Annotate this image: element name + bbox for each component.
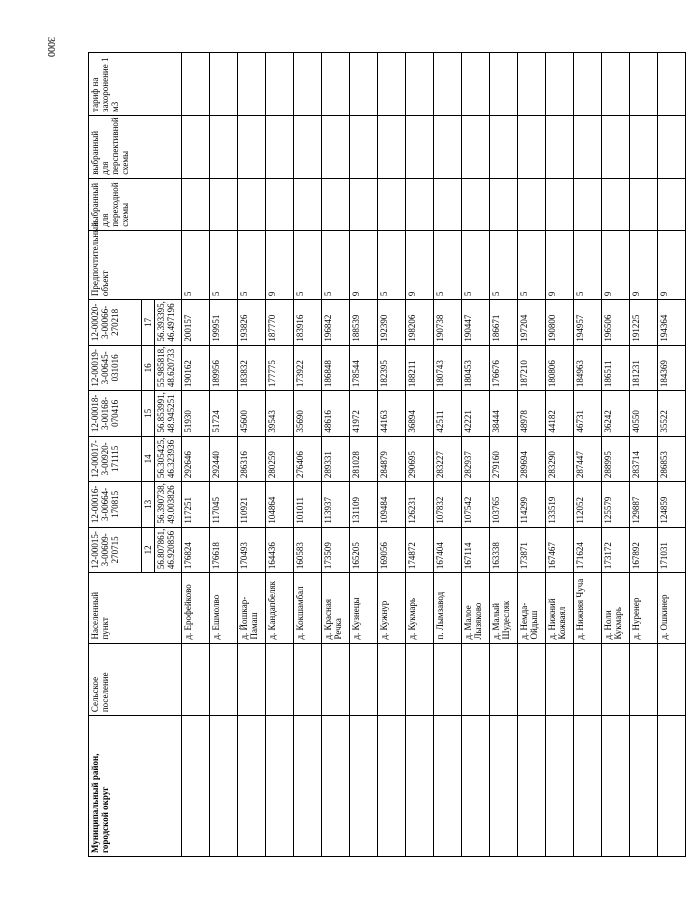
distance-cell: 42221 — [462, 391, 490, 437]
selected-transition-cell — [462, 178, 490, 230]
municipal-cell — [266, 716, 294, 857]
settlement-cell — [434, 643, 462, 716]
municipal-cell — [182, 716, 210, 857]
distance-cell: 181231 — [630, 345, 658, 391]
municipal-cell — [210, 716, 238, 857]
selected-transition-cell — [294, 178, 322, 230]
locality-cell: д. Немда-Ойдыш — [518, 573, 546, 643]
header-coords: 56.853991, 48.945251 — [155, 391, 182, 437]
distance-cell: 167114 — [462, 527, 490, 573]
table-row — [294, 53, 322, 857]
header-object-code: 12-00019-3-00645-031016 — [89, 345, 142, 391]
distance-table — [88, 52, 686, 857]
distance-cell: 171031 — [658, 527, 686, 573]
tariff-cell — [462, 53, 490, 116]
locality-cell: д. Кузнецы — [350, 573, 378, 643]
selected-perspective-cell — [518, 115, 546, 178]
settlement-cell — [238, 643, 266, 716]
distance-cell: 176676 — [490, 345, 518, 391]
table-row — [266, 53, 294, 857]
rotated-table-container — [88, 52, 669, 857]
distance-cell: 35522 — [658, 391, 686, 437]
distance-cell: 167467 — [546, 527, 574, 573]
tariff-cell — [434, 53, 462, 116]
settlement-cell — [574, 643, 602, 716]
distance-cell: 178544 — [350, 345, 378, 391]
table-row — [434, 53, 462, 857]
header-coords: 56.305425, 46.323936 — [155, 436, 182, 482]
selected-perspective-cell — [378, 115, 406, 178]
distance-cell: 187210 — [518, 345, 546, 391]
municipal-cell — [378, 716, 406, 857]
distance-cell: 107542 — [462, 482, 490, 528]
distance-cell: 171624 — [574, 527, 602, 573]
table-row — [574, 53, 602, 857]
header-object-code: 12-00017-3-00920-171115 — [89, 436, 142, 482]
table-header — [89, 53, 182, 857]
header-coords: 56.390738, 49.003826 — [155, 482, 182, 528]
distance-cell: 287447 — [574, 436, 602, 482]
distance-cell: 112052 — [574, 482, 602, 528]
locality-cell: д. Кокшамбал — [294, 573, 322, 643]
municipal-cell — [434, 716, 462, 857]
selected-transition-cell — [182, 178, 210, 230]
distance-cell: 103765 — [490, 482, 518, 528]
distance-cell: 194364 — [658, 300, 686, 346]
distance-cell: 40550 — [630, 391, 658, 437]
table-row — [658, 53, 686, 857]
distance-cell: 117045 — [210, 482, 238, 528]
header-col-number: 15 — [142, 391, 155, 437]
distance-cell: 173509 — [322, 527, 350, 573]
distance-cell: 117251 — [182, 482, 210, 528]
locality-cell: д. Кукмарь — [406, 573, 434, 643]
distance-cell: 182395 — [378, 345, 406, 391]
locality-cell: д. Кужнур — [378, 573, 406, 643]
distance-cell: 173871 — [518, 527, 546, 573]
header-col-number: 16 — [142, 345, 155, 391]
preferred-cell: 9 — [546, 230, 574, 299]
distance-cell: 289694 — [518, 436, 546, 482]
settlement-cell — [658, 643, 686, 716]
locality-cell: д. Ошкинер — [658, 573, 686, 643]
distance-cell: 184963 — [574, 345, 602, 391]
distance-cell: 276406 — [294, 436, 322, 482]
distance-cell: 45600 — [238, 391, 266, 437]
distance-cell: 36242 — [602, 391, 630, 437]
distance-cell: 279160 — [490, 436, 518, 482]
distance-cell: 288995 — [602, 436, 630, 482]
table-row — [602, 53, 630, 857]
municipal-cell — [546, 716, 574, 857]
settlement-cell — [378, 643, 406, 716]
distance-cell: 198206 — [406, 300, 434, 346]
selected-transition-cell — [630, 178, 658, 230]
selected-perspective-cell — [182, 115, 210, 178]
distance-cell: 176824 — [182, 527, 210, 573]
header-coords: 55.985818, 48.620733 — [155, 345, 182, 391]
selected-transition-cell — [238, 178, 266, 230]
distance-cell: 104864 — [266, 482, 294, 528]
municipal-cell — [406, 716, 434, 857]
distance-cell: 46731 — [574, 391, 602, 437]
distance-cell: 186671 — [490, 300, 518, 346]
locality-cell: д. Нуренер — [630, 573, 658, 643]
distance-cell: 187770 — [266, 300, 294, 346]
header-selected-transition: выбранный для переходной схемы — [89, 178, 182, 230]
settlement-cell — [294, 643, 322, 716]
distance-cell: 38444 — [490, 391, 518, 437]
tariff-cell — [322, 53, 350, 116]
tariff-cell — [658, 53, 686, 116]
distance-cell: 190447 — [462, 300, 490, 346]
distance-cell: 125579 — [602, 482, 630, 528]
distance-cell: 191225 — [630, 300, 658, 346]
distance-cell: 286316 — [238, 436, 266, 482]
distance-cell: 131109 — [350, 482, 378, 528]
municipal-cell — [490, 716, 518, 857]
table-row — [490, 53, 518, 857]
distance-cell: 193826 — [238, 300, 266, 346]
preferred-cell: 5 — [518, 230, 546, 299]
selected-transition-cell — [322, 178, 350, 230]
distance-cell: 180743 — [434, 345, 462, 391]
distance-cell: 284879 — [378, 436, 406, 482]
header-col-number: 14 — [142, 436, 155, 482]
selected-perspective-cell — [602, 115, 630, 178]
distance-cell: 283227 — [434, 436, 462, 482]
distance-cell: 289331 — [322, 436, 350, 482]
municipal-cell — [658, 716, 686, 857]
settlement-cell — [630, 643, 658, 716]
tariff-cell — [546, 53, 574, 116]
distance-cell: 290695 — [406, 436, 434, 482]
distance-cell: 114299 — [518, 482, 546, 528]
selected-transition-cell — [602, 178, 630, 230]
distance-cell: 110921 — [238, 482, 266, 528]
header-municipal: Муниципальный район, городской округ — [89, 716, 182, 857]
distance-cell: 169056 — [378, 527, 406, 573]
distance-cell: 48978 — [518, 391, 546, 437]
settlement-cell — [462, 643, 490, 716]
distance-cell: 124859 — [658, 482, 686, 528]
distance-cell: 51724 — [210, 391, 238, 437]
locality-cell: д. Йошкар-Памаш — [238, 573, 266, 643]
table-row — [462, 53, 490, 857]
selected-transition-cell — [350, 178, 378, 230]
settlement-cell — [350, 643, 378, 716]
selected-transition-cell — [490, 178, 518, 230]
header-coords: 56.807861, 46.920856 — [155, 527, 182, 573]
preferred-cell: 5 — [574, 230, 602, 299]
distance-cell: 41972 — [350, 391, 378, 437]
selected-transition-cell — [574, 178, 602, 230]
settlement-cell — [546, 643, 574, 716]
municipal-cell — [462, 716, 490, 857]
selected-transition-cell — [434, 178, 462, 230]
preferred-cell: 5 — [238, 230, 266, 299]
distance-cell: 282937 — [462, 436, 490, 482]
settlement-cell — [490, 643, 518, 716]
preferred-cell: 5 — [210, 230, 238, 299]
distance-cell: 44163 — [378, 391, 406, 437]
settlement-cell — [266, 643, 294, 716]
selected-transition-cell — [518, 178, 546, 230]
selected-transition-cell — [266, 178, 294, 230]
locality-cell: д. Красная Речка — [322, 573, 350, 643]
distance-cell: 174872 — [406, 527, 434, 573]
distance-cell: 180453 — [462, 345, 490, 391]
selected-perspective-cell — [294, 115, 322, 178]
selected-perspective-cell — [238, 115, 266, 178]
tariff-cell — [210, 53, 238, 116]
distance-cell: 197204 — [518, 300, 546, 346]
tariff-cell — [238, 53, 266, 116]
selected-perspective-cell — [574, 115, 602, 178]
table-row — [630, 53, 658, 857]
table-row — [238, 53, 266, 857]
selected-perspective-cell — [266, 115, 294, 178]
distance-cell: 163338 — [490, 527, 518, 573]
municipal-cell — [322, 716, 350, 857]
preferred-cell: 5 — [462, 230, 490, 299]
municipal-cell — [630, 716, 658, 857]
distance-cell: 190162 — [182, 345, 210, 391]
page-number: 3000 — [45, 37, 56, 57]
distance-cell: 36894 — [406, 391, 434, 437]
selected-perspective-cell — [350, 115, 378, 178]
preferred-cell: 5 — [490, 230, 518, 299]
preferred-cell: 9 — [658, 230, 686, 299]
municipal-cell — [294, 716, 322, 857]
selected-perspective-cell — [406, 115, 434, 178]
selected-perspective-cell — [658, 115, 686, 178]
tariff-cell — [602, 53, 630, 116]
table-body — [182, 53, 686, 857]
distance-cell: 133519 — [546, 482, 574, 528]
distance-cell: 44182 — [546, 391, 574, 437]
selected-transition-cell — [210, 178, 238, 230]
header-coords: 56.393395, 46.497196 — [155, 300, 182, 346]
distance-cell: 39543 — [266, 391, 294, 437]
distance-cell: 180806 — [546, 345, 574, 391]
distance-cell: 51930 — [182, 391, 210, 437]
distance-cell: 129887 — [630, 482, 658, 528]
distance-cell: 188211 — [406, 345, 434, 391]
tariff-cell — [294, 53, 322, 116]
preferred-cell: 5 — [378, 230, 406, 299]
distance-cell: 164436 — [266, 527, 294, 573]
locality-cell: д. Нижний Кожваял — [546, 573, 574, 643]
tariff-cell — [378, 53, 406, 116]
header-selected-perspective: выбранный для перспективной схемы — [89, 115, 182, 178]
distance-cell: 186848 — [322, 345, 350, 391]
distance-cell: 101011 — [294, 482, 322, 528]
header-col-number: 17 — [142, 300, 155, 346]
selected-perspective-cell — [210, 115, 238, 178]
distance-cell: 173922 — [294, 345, 322, 391]
distance-cell: 190800 — [546, 300, 574, 346]
municipal-cell — [518, 716, 546, 857]
tariff-cell — [266, 53, 294, 116]
header-locality: Населенный пункт — [89, 573, 182, 643]
distance-cell: 292440 — [210, 436, 238, 482]
distance-cell: 107832 — [434, 482, 462, 528]
table-row — [210, 53, 238, 857]
header-preferred: Предпочтительный объект — [89, 230, 182, 299]
distance-cell: 113937 — [322, 482, 350, 528]
distance-cell: 126231 — [406, 482, 434, 528]
distance-cell: 183916 — [294, 300, 322, 346]
preferred-cell: 9 — [630, 230, 658, 299]
distance-cell: 176618 — [210, 527, 238, 573]
locality-cell: д. Малое Лызяково — [462, 573, 490, 643]
distance-cell: 200157 — [182, 300, 210, 346]
selected-transition-cell — [658, 178, 686, 230]
tariff-cell — [574, 53, 602, 116]
distance-cell: 196842 — [322, 300, 350, 346]
municipal-cell — [574, 716, 602, 857]
table-row — [350, 53, 378, 857]
selected-perspective-cell — [434, 115, 462, 178]
table-row — [378, 53, 406, 857]
selected-perspective-cell — [462, 115, 490, 178]
settlement-cell — [602, 643, 630, 716]
distance-cell: 109484 — [378, 482, 406, 528]
municipal-cell — [602, 716, 630, 857]
distance-cell: 167892 — [630, 527, 658, 573]
settlement-cell — [322, 643, 350, 716]
preferred-cell: 9 — [266, 230, 294, 299]
preferred-cell: 5 — [322, 230, 350, 299]
tariff-cell — [630, 53, 658, 116]
locality-cell: д. Ноли Кукмарь — [602, 573, 630, 643]
table-row — [182, 53, 210, 857]
table-row — [406, 53, 434, 857]
distance-cell: 184369 — [658, 345, 686, 391]
preferred-cell: 5 — [434, 230, 462, 299]
distance-cell: 186511 — [602, 345, 630, 391]
distance-cell: 283290 — [546, 436, 574, 482]
preferred-cell: 9 — [602, 230, 630, 299]
distance-cell: 286853 — [658, 436, 686, 482]
distance-cell: 177775 — [266, 345, 294, 391]
preferred-cell: 9 — [406, 230, 434, 299]
header-object-code: 12-00018-3-00168-070416 — [89, 391, 142, 437]
header-col-number: 13 — [142, 482, 155, 528]
table-row — [518, 53, 546, 857]
selected-transition-cell — [406, 178, 434, 230]
settlement-cell — [406, 643, 434, 716]
distance-cell: 194957 — [574, 300, 602, 346]
tariff-cell — [182, 53, 210, 116]
distance-cell: 173172 — [602, 527, 630, 573]
selected-perspective-cell — [630, 115, 658, 178]
locality-cell: д. Кандапбеляк — [266, 573, 294, 643]
selected-perspective-cell — [546, 115, 574, 178]
tariff-cell — [518, 53, 546, 116]
distance-cell: 199951 — [210, 300, 238, 346]
tariff-cell — [350, 53, 378, 116]
table-row — [322, 53, 350, 857]
header-object-code: 12-00020-3-00066-270218 — [89, 300, 142, 346]
distance-cell: 165205 — [350, 527, 378, 573]
municipal-cell — [238, 716, 266, 857]
settlement-cell — [210, 643, 238, 716]
distance-cell: 280259 — [266, 436, 294, 482]
selected-perspective-cell — [490, 115, 518, 178]
distance-cell: 42511 — [434, 391, 462, 437]
preferred-cell: 5 — [182, 230, 210, 299]
municipal-cell — [350, 716, 378, 857]
header-tariff: тариф на захоронение 1 м3 — [89, 53, 182, 116]
distance-cell: 167404 — [434, 527, 462, 573]
distance-cell: 283714 — [630, 436, 658, 482]
header-object-code: 12-00015-3-00609-270715 — [89, 527, 142, 573]
selected-transition-cell — [378, 178, 406, 230]
distance-cell: 35690 — [294, 391, 322, 437]
header-object-code: 12-00016-3-00664-170815 — [89, 482, 142, 528]
distance-cell: 48616 — [322, 391, 350, 437]
selected-transition-cell — [546, 178, 574, 230]
tariff-cell — [406, 53, 434, 116]
distance-cell: 183832 — [238, 345, 266, 391]
distance-cell: 190738 — [434, 300, 462, 346]
preferred-cell: 5 — [294, 230, 322, 299]
preferred-cell: 9 — [350, 230, 378, 299]
selected-perspective-cell — [322, 115, 350, 178]
distance-cell: 170493 — [238, 527, 266, 573]
tariff-cell — [490, 53, 518, 116]
locality-cell: д. Малый Шудесляк — [490, 573, 518, 643]
distance-cell: 160583 — [294, 527, 322, 573]
distance-cell: 192390 — [378, 300, 406, 346]
settlement-cell — [182, 643, 210, 716]
distance-cell: 281028 — [350, 436, 378, 482]
locality-cell: д. Ерофейково — [182, 573, 210, 643]
locality-cell: п. Лымзавод — [434, 573, 462, 643]
header-col-number: 12 — [142, 527, 155, 573]
distance-cell: 196506 — [602, 300, 630, 346]
header-settlement: Сельское поселение — [89, 643, 182, 716]
distance-cell: 292646 — [182, 436, 210, 482]
settlement-cell — [518, 643, 546, 716]
distance-cell: 189956 — [210, 345, 238, 391]
locality-cell: д. Ешмолво — [210, 573, 238, 643]
distance-cell: 188539 — [350, 300, 378, 346]
locality-cell: д. Нижняя Чуча — [574, 573, 602, 643]
table-row — [546, 53, 574, 857]
